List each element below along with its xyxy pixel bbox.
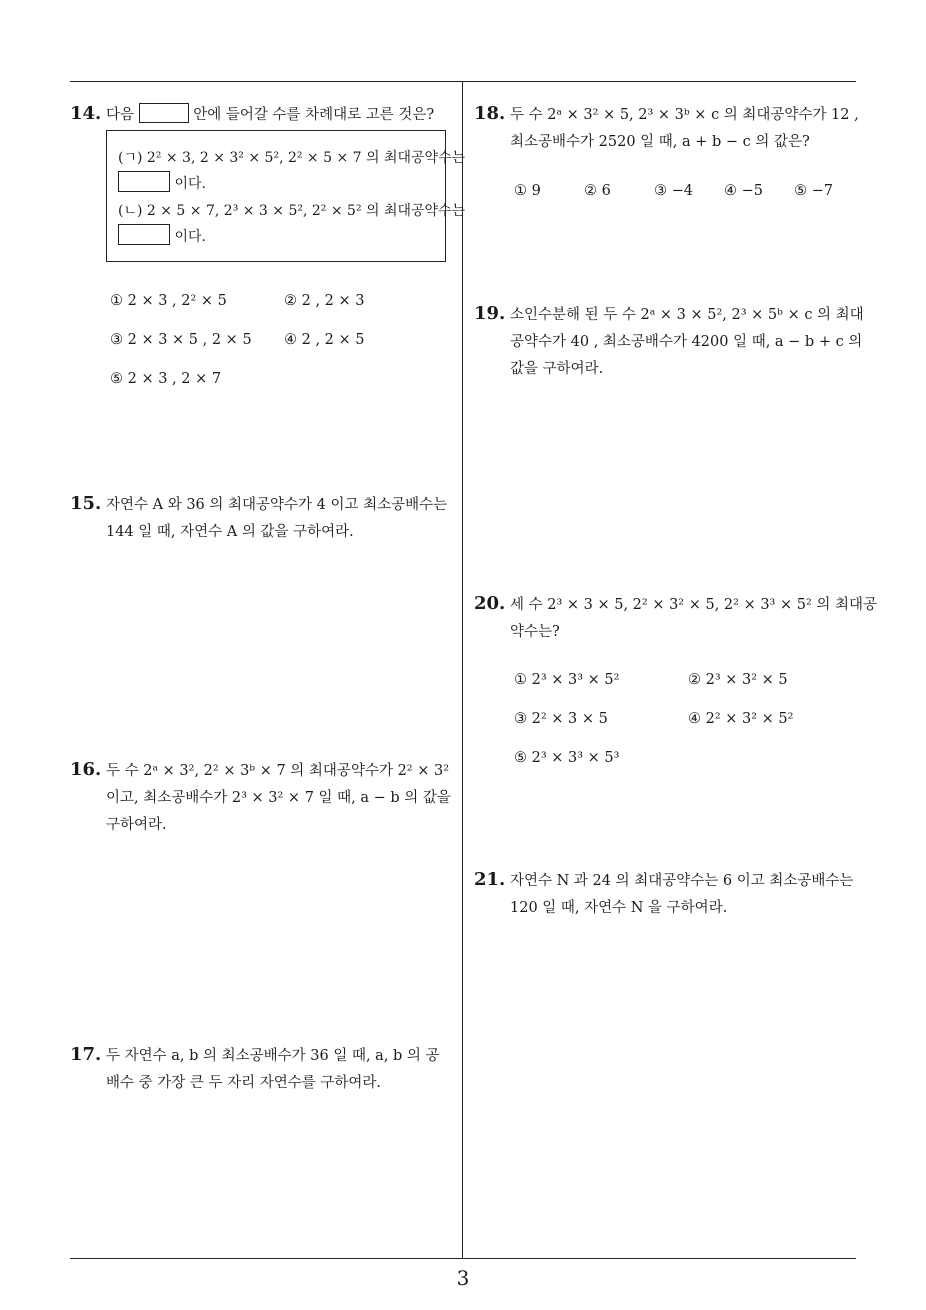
choice-3[interactable]: ③ 2² × 3 × 5: [514, 711, 608, 727]
question-text: 두 수 2ᵃ × 3² × 5, 2³ × 3ᵇ × c 의 최대공약수가 12 ,: [510, 107, 859, 123]
question-text: 약수는?: [510, 624, 560, 640]
question-stem-start: 다음: [106, 107, 135, 123]
condition-line: (ㄱ) 2² × 3, 2 × 3² × 5², 2² × 5 × 7 의 최대공약수는: [118, 150, 466, 166]
condition-box: [106, 130, 466, 262]
choice-1[interactable]: ① 9: [514, 183, 541, 199]
question-text: 이고, 최소공배수가 2³ × 3² × 7 일 때, a − b 의 값을: [106, 790, 451, 806]
question-text: 소인수분해 된 두 수 2ᵃ × 3 × 5², 2³ × 5ᵇ × c 의 최대: [510, 307, 864, 323]
question-17: [70, 1043, 460, 1103]
question-16: [70, 758, 460, 843]
question-text: 최소공배수가 2520 일 때, a + b − c 의 값은?: [510, 134, 810, 150]
question-18: [474, 102, 859, 202]
choice-4[interactable]: ④ 2 , 2 × 5: [284, 332, 365, 348]
choice-5[interactable]: ⑤ 2 × 3 , 2 × 7: [110, 371, 222, 387]
question-14: [70, 102, 466, 402]
choice-3[interactable]: ③ −4: [654, 183, 693, 199]
question-text: 120 일 때, 자연수 N 을 구하여라.: [510, 900, 728, 916]
question-15: [70, 492, 460, 552]
question-number: 17.: [70, 1044, 102, 1065]
question-text: 값을 구하여라.: [510, 361, 604, 377]
choice-3[interactable]: ③ 2 × 3 × 5 , 2 × 5: [110, 332, 252, 348]
choice-1[interactable]: ① 2 × 3 , 2² × 5: [110, 293, 227, 309]
question-text: 세 수 2³ × 3 × 5, 2² × 3² × 5, 2² × 3³ × 5² 의 최대공: [510, 597, 878, 613]
question-number: 14.: [70, 103, 102, 124]
choice-5[interactable]: ⑤ −7: [794, 183, 833, 199]
answer-blank: [118, 224, 170, 245]
choice-2[interactable]: ② 2³ × 3² × 5: [688, 672, 788, 688]
choice-4[interactable]: ④ 2² × 3² × 5²: [688, 711, 794, 727]
question-text: 배수 중 가장 큰 두 자리 자연수를 구하여라.: [106, 1075, 381, 1091]
condition-line: 이다.: [174, 229, 206, 245]
question-text: 두 자연수 a, b 의 최소공배수가 36 일 때, a, b 의 공: [106, 1048, 440, 1064]
choice-2[interactable]: ② 2 , 2 × 3: [284, 293, 365, 309]
question-text: 구하여라.: [106, 817, 167, 833]
condition-line: (ㄴ) 2 × 5 × 7, 2³ × 3 × 5², 2² × 5² 의 최대공약수는: [118, 203, 466, 219]
question-number: 16.: [70, 759, 102, 780]
condition-line: 이다.: [174, 176, 206, 192]
question-stem-end: 안에 들어갈 수를 차례대로 고른 것은?: [193, 107, 435, 123]
question-number: 21.: [474, 869, 506, 890]
column-divider: [462, 82, 463, 1258]
answer-blank: [139, 103, 189, 123]
choice-1[interactable]: ① 2³ × 3³ × 5²: [514, 672, 620, 688]
question-text: 자연수 A 와 36 의 최대공약수가 4 이고 최소공배수는: [106, 497, 448, 513]
question-text: 두 수 2ᵃ × 3², 2² × 3ᵇ × 7 의 최대공약수가 2² × 3²: [106, 763, 450, 779]
question-19: [474, 302, 864, 387]
choice-4[interactable]: ④ −5: [724, 183, 763, 199]
bottom-rule: [70, 1258, 856, 1259]
question-text: 자연수 N 과 24 의 최대공약수는 6 이고 최소공배수는: [510, 873, 854, 889]
question-number: 19.: [474, 303, 506, 324]
page-number: 3: [456, 1266, 470, 1290]
answer-blank: [118, 171, 170, 192]
choice-2[interactable]: ② 6: [584, 183, 611, 199]
question-21: [474, 868, 859, 928]
question-number: 20.: [474, 593, 506, 614]
question-number: 15.: [70, 493, 102, 514]
question-20: [474, 592, 878, 782]
question-text: 144 일 때, 자연수 A 의 값을 구하여라.: [106, 524, 354, 540]
question-number: 18.: [474, 103, 506, 124]
choice-5[interactable]: ⑤ 2³ × 3³ × 5³: [514, 750, 620, 766]
question-text: 공약수가 40 , 최소공배수가 4200 일 때, a − b + c 의: [510, 334, 863, 350]
top-rule: [70, 81, 856, 82]
